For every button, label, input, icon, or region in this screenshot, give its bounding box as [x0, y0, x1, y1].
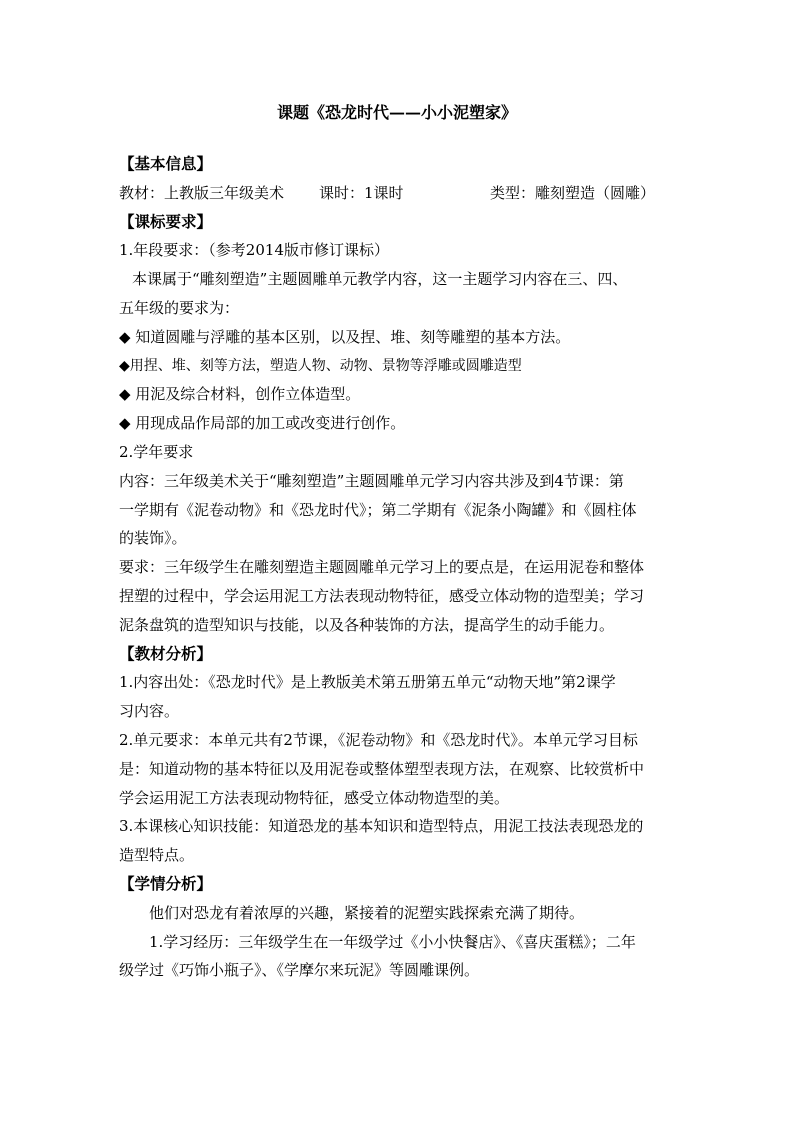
paragraph-line: 他们对恐龙有着浓厚的兴趣，紧接着的泥塑实践探索充满了期待。	[149, 903, 585, 922]
bullet-item: ◆ 用泥及综合材料，创作立体造型。	[119, 385, 361, 404]
paragraph-line: 3.本课核心知识技能：知道恐龙的基本知识和造型特点，用泥工技法表现恐龙的	[119, 817, 644, 836]
bullet-item: ◆ 知道圆雕与浮雕的基本区别，以及捏、堆、刻等雕塑的基本方法。	[119, 327, 571, 346]
paragraph-line: 泥条盘筑的造型知识与技能，以及各种装饰的方法，提高学生的动手能力。	[119, 615, 615, 634]
paragraph-line: 本课属于“雕刻塑造”主题圆雕单元教学内容，这一主题学习内容在三、四、	[132, 270, 628, 289]
document-body	[119, 150, 679, 985]
paragraph-line: 级学过《巧饰小瓶子》、《学摩尔来玩泥》等圆雕课例。	[119, 961, 480, 980]
bullet-item: ◆ 用现成品作局部的加工或改变进行创作。	[119, 414, 406, 433]
paragraph-line: 五年级的要求为：	[119, 298, 240, 317]
paragraph-line: 2.单元要求：本单元共有2节课，《泥卷动物》和《恐龙时代》。本单元学习目标	[119, 730, 638, 749]
textbook-info: 教材：上教版三年级美术	[119, 183, 285, 202]
section-heading-basic-info: 【基本信息】	[119, 154, 213, 173]
section-heading-textbook-analysis: 【教材分析】	[119, 643, 213, 663]
paragraph-line: 捏塑的过程中，学会运用泥工方法表现动物特征，感受立体动物的造型美；学习	[119, 586, 645, 605]
paragraph-line: 内容：三年级美术关于“雕刻塑造”主题圆雕单元学习内容共涉及到4节课：第	[119, 471, 624, 490]
paragraph-line: 1.学习经历：三年级学生在一年级学过《小小快餐店》、《喜庆蛋糕》；二年	[149, 932, 636, 951]
document-title: 课题《恐龙时代——小小泥塑家》	[276, 103, 517, 122]
paragraph-line: 的装饰》。	[119, 529, 187, 548]
section-heading-standards: 【课标要求】	[119, 211, 213, 231]
paragraph-line: 是：知道动物的基本特征以及用泥卷或整体塑型表现方法，在观察、比较赏析中	[119, 759, 645, 778]
paragraph-line: 习内容。	[119, 702, 180, 721]
year-requirement-title: 2.学年要求	[119, 442, 194, 461]
basic-info-row	[119, 179, 679, 208]
bullet-item: ◆用捏、堆、刻等方法，塑造人物、动物、景物等浮雕或圆雕造型	[119, 357, 522, 374]
section-heading-student-analysis: 【学情分析】	[119, 873, 213, 893]
paragraph-line: 1.内容出处：《恐龙时代》是上教版美术第五册第五单元“动物天地”第2课学	[119, 673, 616, 692]
hours-info: 课时：1课时	[319, 183, 404, 202]
paragraph-line: 造型特点。	[119, 846, 195, 865]
type-info: 类型：雕刻塑造（圆雕）	[490, 183, 656, 202]
paragraph-line: 要求：三年级学生在雕刻塑造主题圆雕单元学习上的要点是，在运用泥卷和整体	[119, 558, 645, 577]
paragraph-line: 一学期有《泥卷动物》和《恐龙时代》；第二学期有《泥条小陶罐》和《圆柱体	[119, 500, 637, 519]
grade-requirement-title: 1.年段要求：（参考2014版市修订课标）	[119, 241, 389, 260]
paragraph-line: 学会运用泥工方法表现动物特征，感受立体动物造型的美。	[119, 788, 510, 807]
